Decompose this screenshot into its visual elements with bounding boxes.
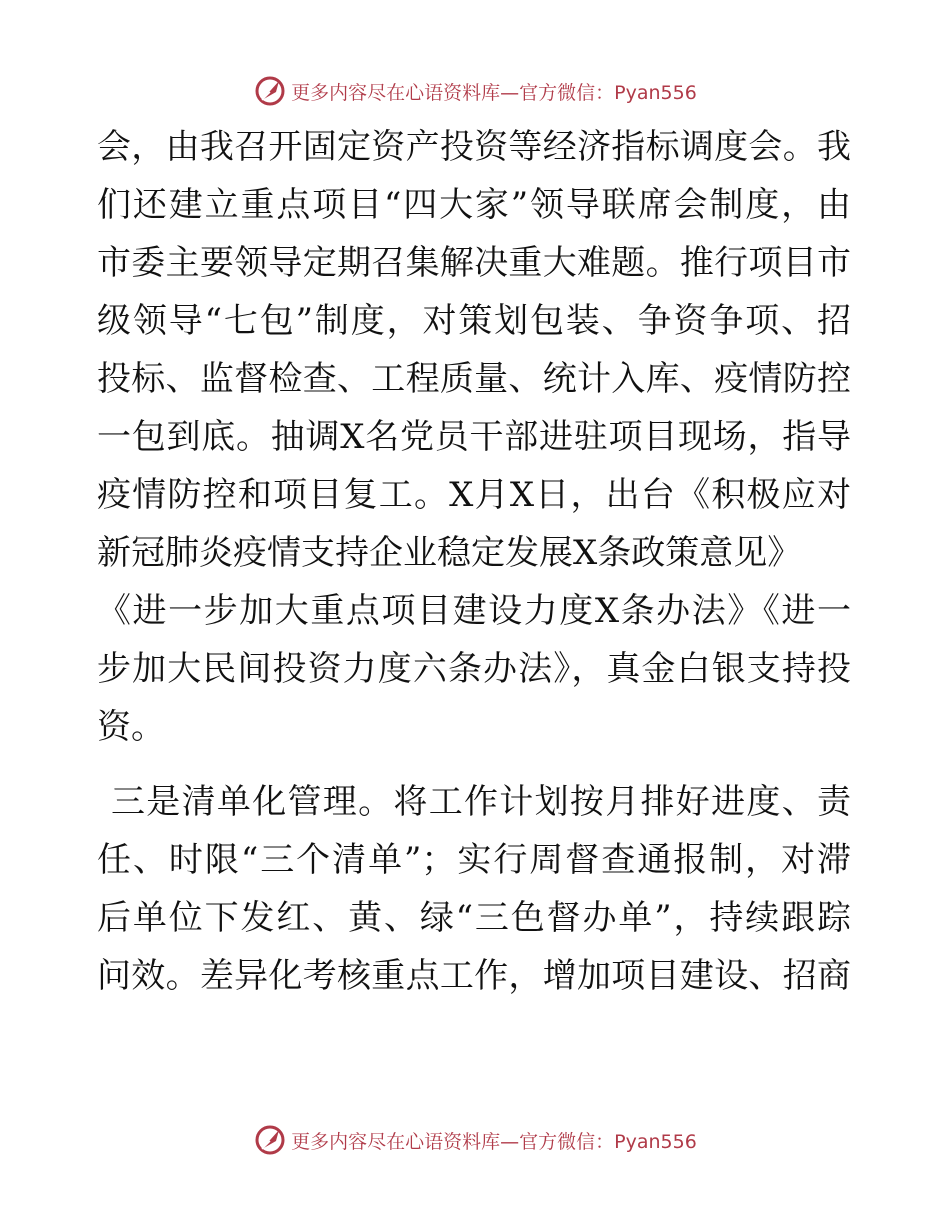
watermark-text: 更多内容尽在心语资料库—官方微信：Pyan556 — [291, 1130, 697, 1153]
watermark-text: 更多内容尽在心语资料库—官方微信：Pyan556 — [291, 81, 697, 104]
text-line: 任、时限“三个清单”；实行周督查通报制，对滞 — [97, 840, 851, 880]
text-line: 投标、监督检查、工程质量、统计入库、疫情防控 — [97, 359, 851, 399]
text-line: 一包到底。抽调X名党员干部进驻项目现场，指导 — [97, 417, 851, 457]
paragraph-1 — [97, 118, 851, 756]
text-line: 疫情防控和项目复工。X月X日，出台《积极应对 — [97, 475, 851, 515]
footer-watermark — [0, 1120, 950, 1160]
text-line: 资。 — [97, 707, 165, 747]
text-line: 级领导“七包”制度，对策划包装、争资争项、招 — [97, 301, 851, 341]
quill-logo-icon — [253, 1123, 287, 1157]
text-line: 步加大民间投资力度六条办法》，真金白银支持投 — [97, 649, 851, 689]
header-watermark — [0, 71, 950, 111]
paragraph-2 — [97, 773, 851, 1005]
text-line: 新冠肺炎疫情支持企业稳定发展X条政策意见》 — [97, 533, 802, 573]
text-line: 问效。差异化考核重点工作，增加项目建设、招商 — [97, 956, 851, 996]
text-line: 《进一步加大重点项目建设力度X条办法》《进一 — [97, 591, 851, 631]
text-line: 们还建立重点项目“四大家”领导联席会制度，由 — [97, 185, 851, 225]
text-line: 三是清单化管理。将工作计划按月排好进度、责 — [111, 782, 851, 822]
document-body — [97, 118, 851, 1005]
text-line: 后单位下发红、黄、绿“三色督办单”，持续跟踪 — [97, 898, 851, 938]
quill-logo-icon — [253, 74, 287, 108]
paragraph-spacer — [97, 756, 851, 773]
text-line: 会，由我召开固定资产投资等经济指标调度会。我 — [97, 127, 851, 167]
text-line: 市委主要领导定期召集解决重大难题。推行项目市 — [97, 243, 851, 283]
